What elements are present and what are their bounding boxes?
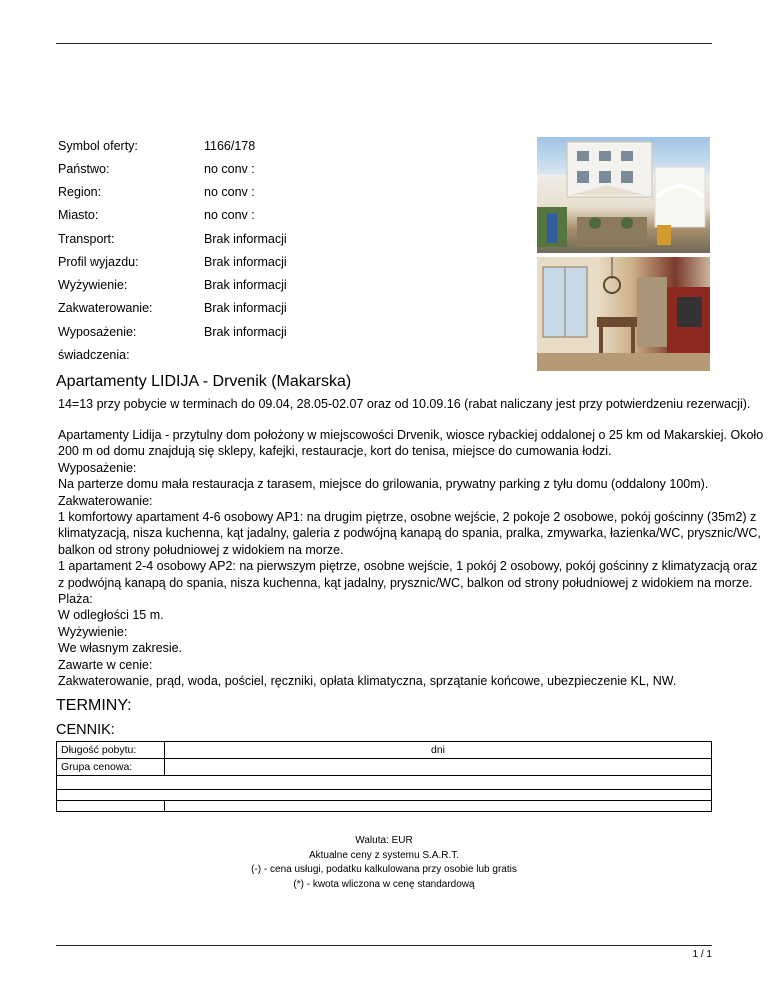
- info-value: no conv :: [204, 208, 255, 222]
- info-value: Brak informacji: [204, 232, 287, 246]
- info-label: Transport:: [58, 232, 115, 246]
- description-line: Zawarte w cenie:: [58, 657, 153, 672]
- description-line: We własnym zakresie.: [58, 641, 183, 656]
- description-line: Zakwaterowanie, prąd, woda, pościel, ręczniki, opłata klimatyczna, sprzątanie końcowe, ubezpieczenie KL, NW.: [58, 674, 677, 688]
- empty-cell: [165, 801, 712, 812]
- top-rule: [56, 43, 712, 44]
- info-value: no conv :: [204, 185, 255, 199]
- empty-cell: [57, 801, 165, 812]
- info-label: świadczenia:: [58, 348, 130, 362]
- stay-length-label: Długość pobytu:: [57, 742, 165, 759]
- info-label: Profil wyjazdu:: [58, 255, 139, 269]
- description-line: 1 komfortowy apartament 4-6 osobowy AP1: na drugim piętrze, osobne wejście, 2 pokoje 2 osobowe, pokój gościnny (35m2) z: [58, 510, 757, 524]
- stay-length-value: dni: [165, 742, 712, 759]
- info-label: Region:: [58, 185, 102, 199]
- description-line: klimatyzacją, nisza kuchenna, kąt jadalny, galeria z podwójną kanapą do spania, pralka, zmywarka, łazienka/WC, prysznic/WC,: [58, 526, 761, 541]
- info-label: Symbol oferty:: [58, 139, 138, 153]
- table-row: [57, 801, 712, 812]
- empty-cell: [57, 776, 712, 790]
- note-line: Waluta: EUR: [355, 835, 413, 846]
- info-value: 1166/178: [204, 139, 256, 153]
- info-value: Brak informacji: [204, 301, 287, 315]
- info-label: Państwo:: [58, 162, 110, 176]
- description-line: Apartamenty Lidija - przytulny dom położony w miejscowości Drvenik, wiosce rybackiej oddalonej o 25 km od Makarskiej. Około: [58, 428, 764, 442]
- price-table: [56, 741, 712, 812]
- empty-cell: [57, 790, 712, 801]
- info-value: Brak informacji: [204, 325, 287, 339]
- note-line: Aktualne ceny z systemu S.A.R.T.: [308, 849, 460, 861]
- bottom-rule: [56, 945, 712, 946]
- offer-title: Apartamenty LIDIJA - Drvenik (Makarska): [56, 373, 352, 390]
- description-line: Na parterze domu mała restauracja z tarasem, miejsce do grilowania, prywatny parking z tyłu domu (oddalony 100m).: [58, 477, 709, 492]
- info-label: Wyposażenie:: [58, 325, 137, 339]
- description-line: z podwójną kanapą do spania, nisza kuchenna, kąt jadalny, prysznic/WC, balkon od strony południowej z widokiem na morze.: [58, 575, 753, 590]
- price-group-value: [165, 759, 712, 776]
- info-label: Wyżywienie:: [58, 278, 128, 292]
- price-notes: [56, 834, 712, 892]
- info-label: Zakwaterowanie:: [58, 301, 153, 315]
- exterior-photo: [537, 137, 710, 253]
- table-row: [57, 759, 712, 776]
- description-line: Wyposażenie:: [58, 460, 137, 475]
- info-value: Brak informacji: [204, 278, 287, 292]
- description-line: 200 m od domu znajdują się sklepy, kafejki, restauracje, kort do tenisa, miejsce do cumowania łodzi.: [58, 444, 612, 459]
- promo-text: 14=13 przy pobycie w terminach do 09.04, 28.05-02.07 oraz od 10.09.16 (rabat naliczany jest przy potwierdzeniu rezerwacji).: [58, 397, 751, 411]
- description-line: 1 apartament 2-4 osobowy AP2: na pierwszym piętrze, osobne wejście, 1 pokój 2 osobowy, pokój gościnny z klimatyzacją oraz: [58, 559, 758, 574]
- terminy-heading: TERMINY:: [56, 697, 132, 714]
- cennik-heading: CENNIK:: [56, 722, 115, 738]
- table-row: [57, 790, 712, 801]
- description-line: Zakwaterowanie:: [58, 493, 153, 508]
- page-number: 1 / 1: [692, 949, 712, 960]
- price-group-label: Grupa cenowa:: [57, 759, 165, 776]
- info-label: Miasto:: [58, 208, 99, 222]
- interior-photo: [537, 257, 710, 371]
- info-value: no conv :: [204, 162, 255, 176]
- description-line: balkon od strony południowej z widokiem na morze.: [58, 542, 344, 557]
- table-row: [57, 776, 712, 790]
- note-line: (-) - cena usługi, podatku kalkulowana przy osobie lub gratis: [251, 864, 517, 875]
- table-row: [57, 742, 712, 759]
- note-line: (*) - kwota wliczona w cenę standardową: [293, 878, 475, 890]
- description-line: Plaża:: [58, 592, 93, 606]
- description-line: Wyżywienie:: [58, 624, 128, 639]
- description-line: W odległości 15 m.: [58, 608, 164, 623]
- info-value: Brak informacji: [204, 255, 287, 269]
